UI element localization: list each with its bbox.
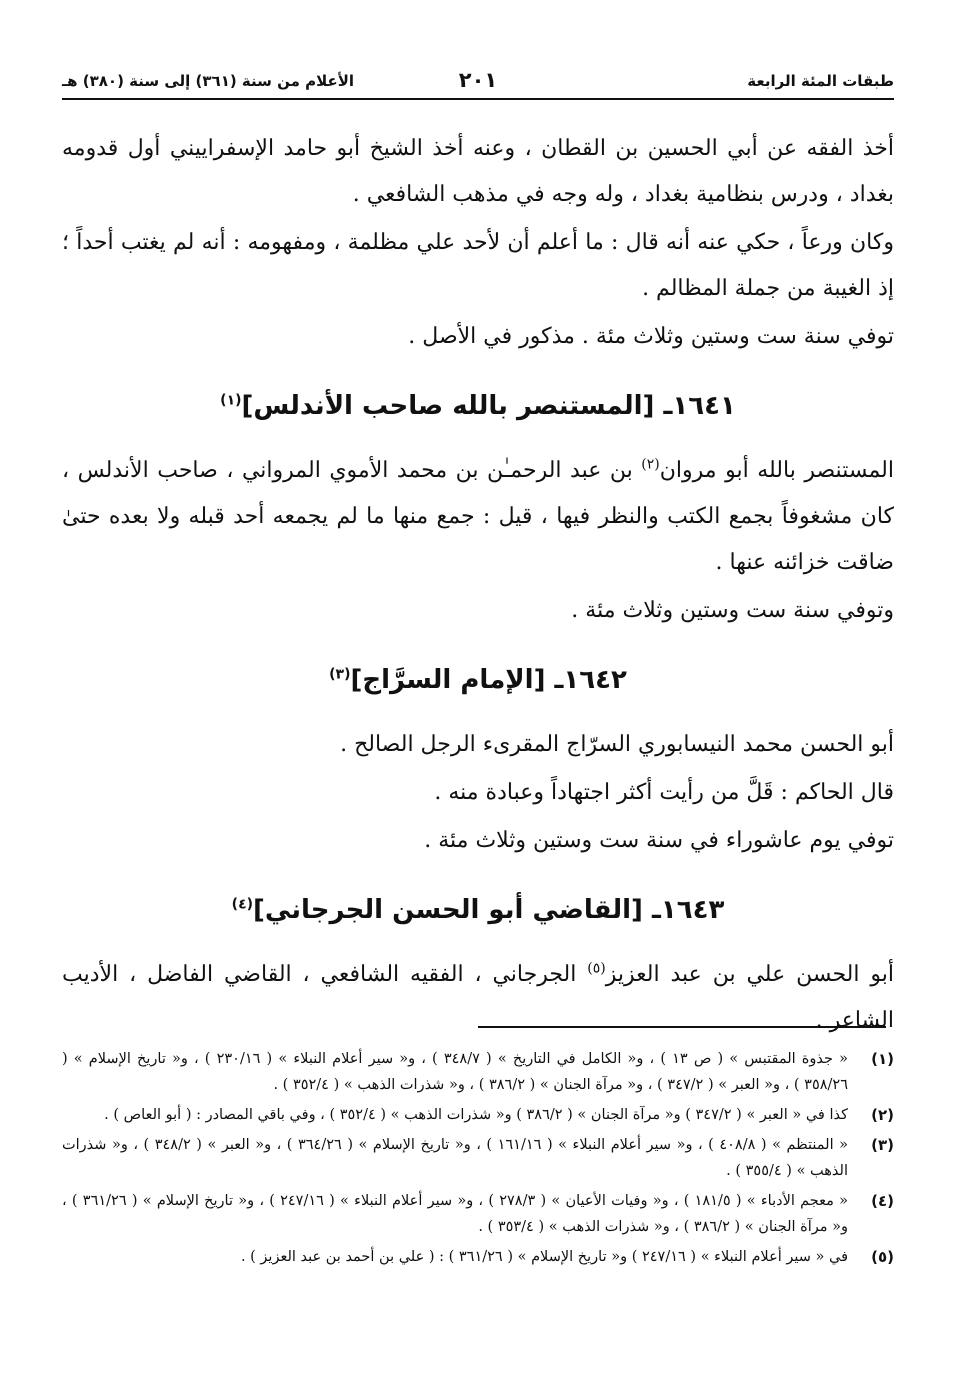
footnote-ref: (٥) [587, 960, 606, 977]
footnote-number: (٥) [871, 1248, 894, 1266]
entry-1641-paragraph-2: وتوفي سنة ست وستين وثلاث مئة . [571, 598, 894, 623]
entry-1642-paragraph-1: أبو الحسن محمد النيسابوري السرّاج المقرىء الرجل الصالح . [340, 732, 894, 757]
footnote-number: (٢) [871, 1106, 894, 1124]
running-header [62, 68, 894, 96]
entry-1642-paragraph-3: توفي يوم عاشوراء في سنة ست وستين وثلاث مئة . [424, 828, 894, 853]
footnotes [62, 1046, 894, 1274]
footnote-text: « المنتظم » ( ٤٠٨/٨ ) ، و« سير أعلام النبلاء » ( ١٦١/١٦ ) ، و« تاريخ الإسلام » ( ٣٦٤/٢٦ ) ، و« العبر » ( ٣٤٨/٢ ) ، و« شذرات الذهب » ( ٣٥٥/٤ ) . [62, 1137, 848, 1179]
footnote [62, 1102, 894, 1128]
entry-title-1642 [62, 660, 894, 700]
entry-text: الجرجاني ، الفقيه الشافعي ، القاضي الفاضل ، الأديب الشاعر . [62, 962, 894, 1033]
intro-paragraph-2: وكان ورعاً ، حكي عنه أنه قال : ما أعلم أن لأحد علي مظلمة ، ومفهومه : أنه لم يغتب أحداً ؛ إذ الغيبة من جملة المظالم . [62, 230, 894, 301]
footnote [62, 1046, 894, 1098]
intro-paragraph-1: أخذ الفقه عن أبي الحسين بن القطان ، وعنه أخذ الشيخ أبو حامد الإسفراييني أول قدومه بغداد ، ودرس بنظامية بغداد ، وله وجه في مذهب الشافعي . [62, 136, 894, 207]
footnote-ref: (٤) [231, 896, 254, 913]
header-section-title: طبقات المئة الرابعة [747, 72, 894, 90]
footnote-number: (٤) [871, 1192, 894, 1210]
entry-1642-paragraph-2: قال الحاكم : قَلَّ من رأيت أكثر اجتهاداً وعبادة منه . [434, 780, 894, 805]
footnote-number: (٣) [871, 1136, 894, 1154]
footnote-ref: (٣) [329, 666, 351, 683]
footnote-ref: (٢) [641, 456, 660, 473]
footnote-text: كذا في « العبر » ( ٣٤٧/٢ ) و« مرآة الجنان » ( ٣٨٦/٢ ) و« شذرات الذهب » ( ٣٥٢/٤ ) ، وفي باقي المصادر : ( أبو العاص ) . [104, 1107, 848, 1123]
main-text [62, 126, 894, 1046]
page-number: ٢٠١ [458, 68, 498, 92]
footnote-divider [478, 1026, 886, 1028]
entry-title-text: ١٦٤٢ـ [الإمام السرَّاج] [350, 665, 627, 695]
header-range-title: الأعلام من سنة (٣٦١) إلى سنة (٣٨٠) هـ [62, 72, 355, 90]
footnote-number: (١) [871, 1050, 894, 1068]
entry-title-text: ١٦٤٣ـ [القاضي أبو الحسن الجرجاني] [253, 895, 725, 925]
entry-text: أبو الحسن علي بن عبد العزيز [605, 962, 894, 987]
footnote [62, 1188, 894, 1240]
intro-paragraph-3: توفي سنة ست وستين وثلاث مئة . مذكور في الأصل . [408, 324, 894, 349]
header-divider [62, 98, 894, 100]
footnote-text: « جذوة المقتبس » ( ص ١٣ ) ، و« الكامل في التاريخ » ( ٣٤٨/٧ ) ، و« سير أعلام النبلاء » ( ٢٣٠/١٦ ) ، و« تاريخ الإسلام » ( ٣٥٨/٢٦ ) ، و« العبر » ( ٣٤٧/٢ ) ، و« مرآة الجنان » ( ٣٨٦/٢ ) ، و« شذرات الذهب » ( ٣٥٢/٤ ) . [62, 1051, 848, 1093]
footnote-text: « معجم الأدباء » ( ١٨١/٥ ) ، و« وفيات الأعيان » ( ٢٧٨/٣ ) ، و« سير أعلام النبلاء » ( ٢٤٧/١٦ ) ، و« تاريخ الإسلام » ( ٣٦١/٢٦ ) ، و« مرآة الجنان » ( ٣٨٦/٢ ) ، و« شذرات الذهب » ( ٣٥٣/٤ ) . [62, 1193, 848, 1235]
entry-title-1643 [62, 890, 894, 930]
footnote [62, 1132, 894, 1184]
entry-title-text: ١٦٤١ـ [المستنصر بالله صاحب الأندلس] [241, 391, 736, 421]
footnote-text: في « سير أعلام النبلاء » ( ٢٤٧/١٦ ) و« تاريخ الإسلام » ( ٣٦١/٢٦ ) : ( علي بن أحمد بن عبد العزيز ) . [240, 1249, 848, 1265]
entry-text: بن عبد الرحمـٰن بن محمد الأموي المرواني ، صاحب الأندلس ، كان مشغوفاً بجمع الكتب والنظر فيها ، قيل : جمع منها ما لم يجمعه أحد قبله ولا بعده حتىٰ ضاقت خزائنه عنها . [62, 458, 894, 575]
entry-1643-paragraph-1 [62, 952, 894, 1044]
footnote [62, 1244, 894, 1270]
entry-title-1641 [62, 386, 894, 426]
entry-text: المستنصر بالله أبو مروان [659, 458, 894, 483]
footnote-ref: (١) [220, 392, 242, 409]
entry-1641-paragraph-1 [62, 448, 894, 586]
